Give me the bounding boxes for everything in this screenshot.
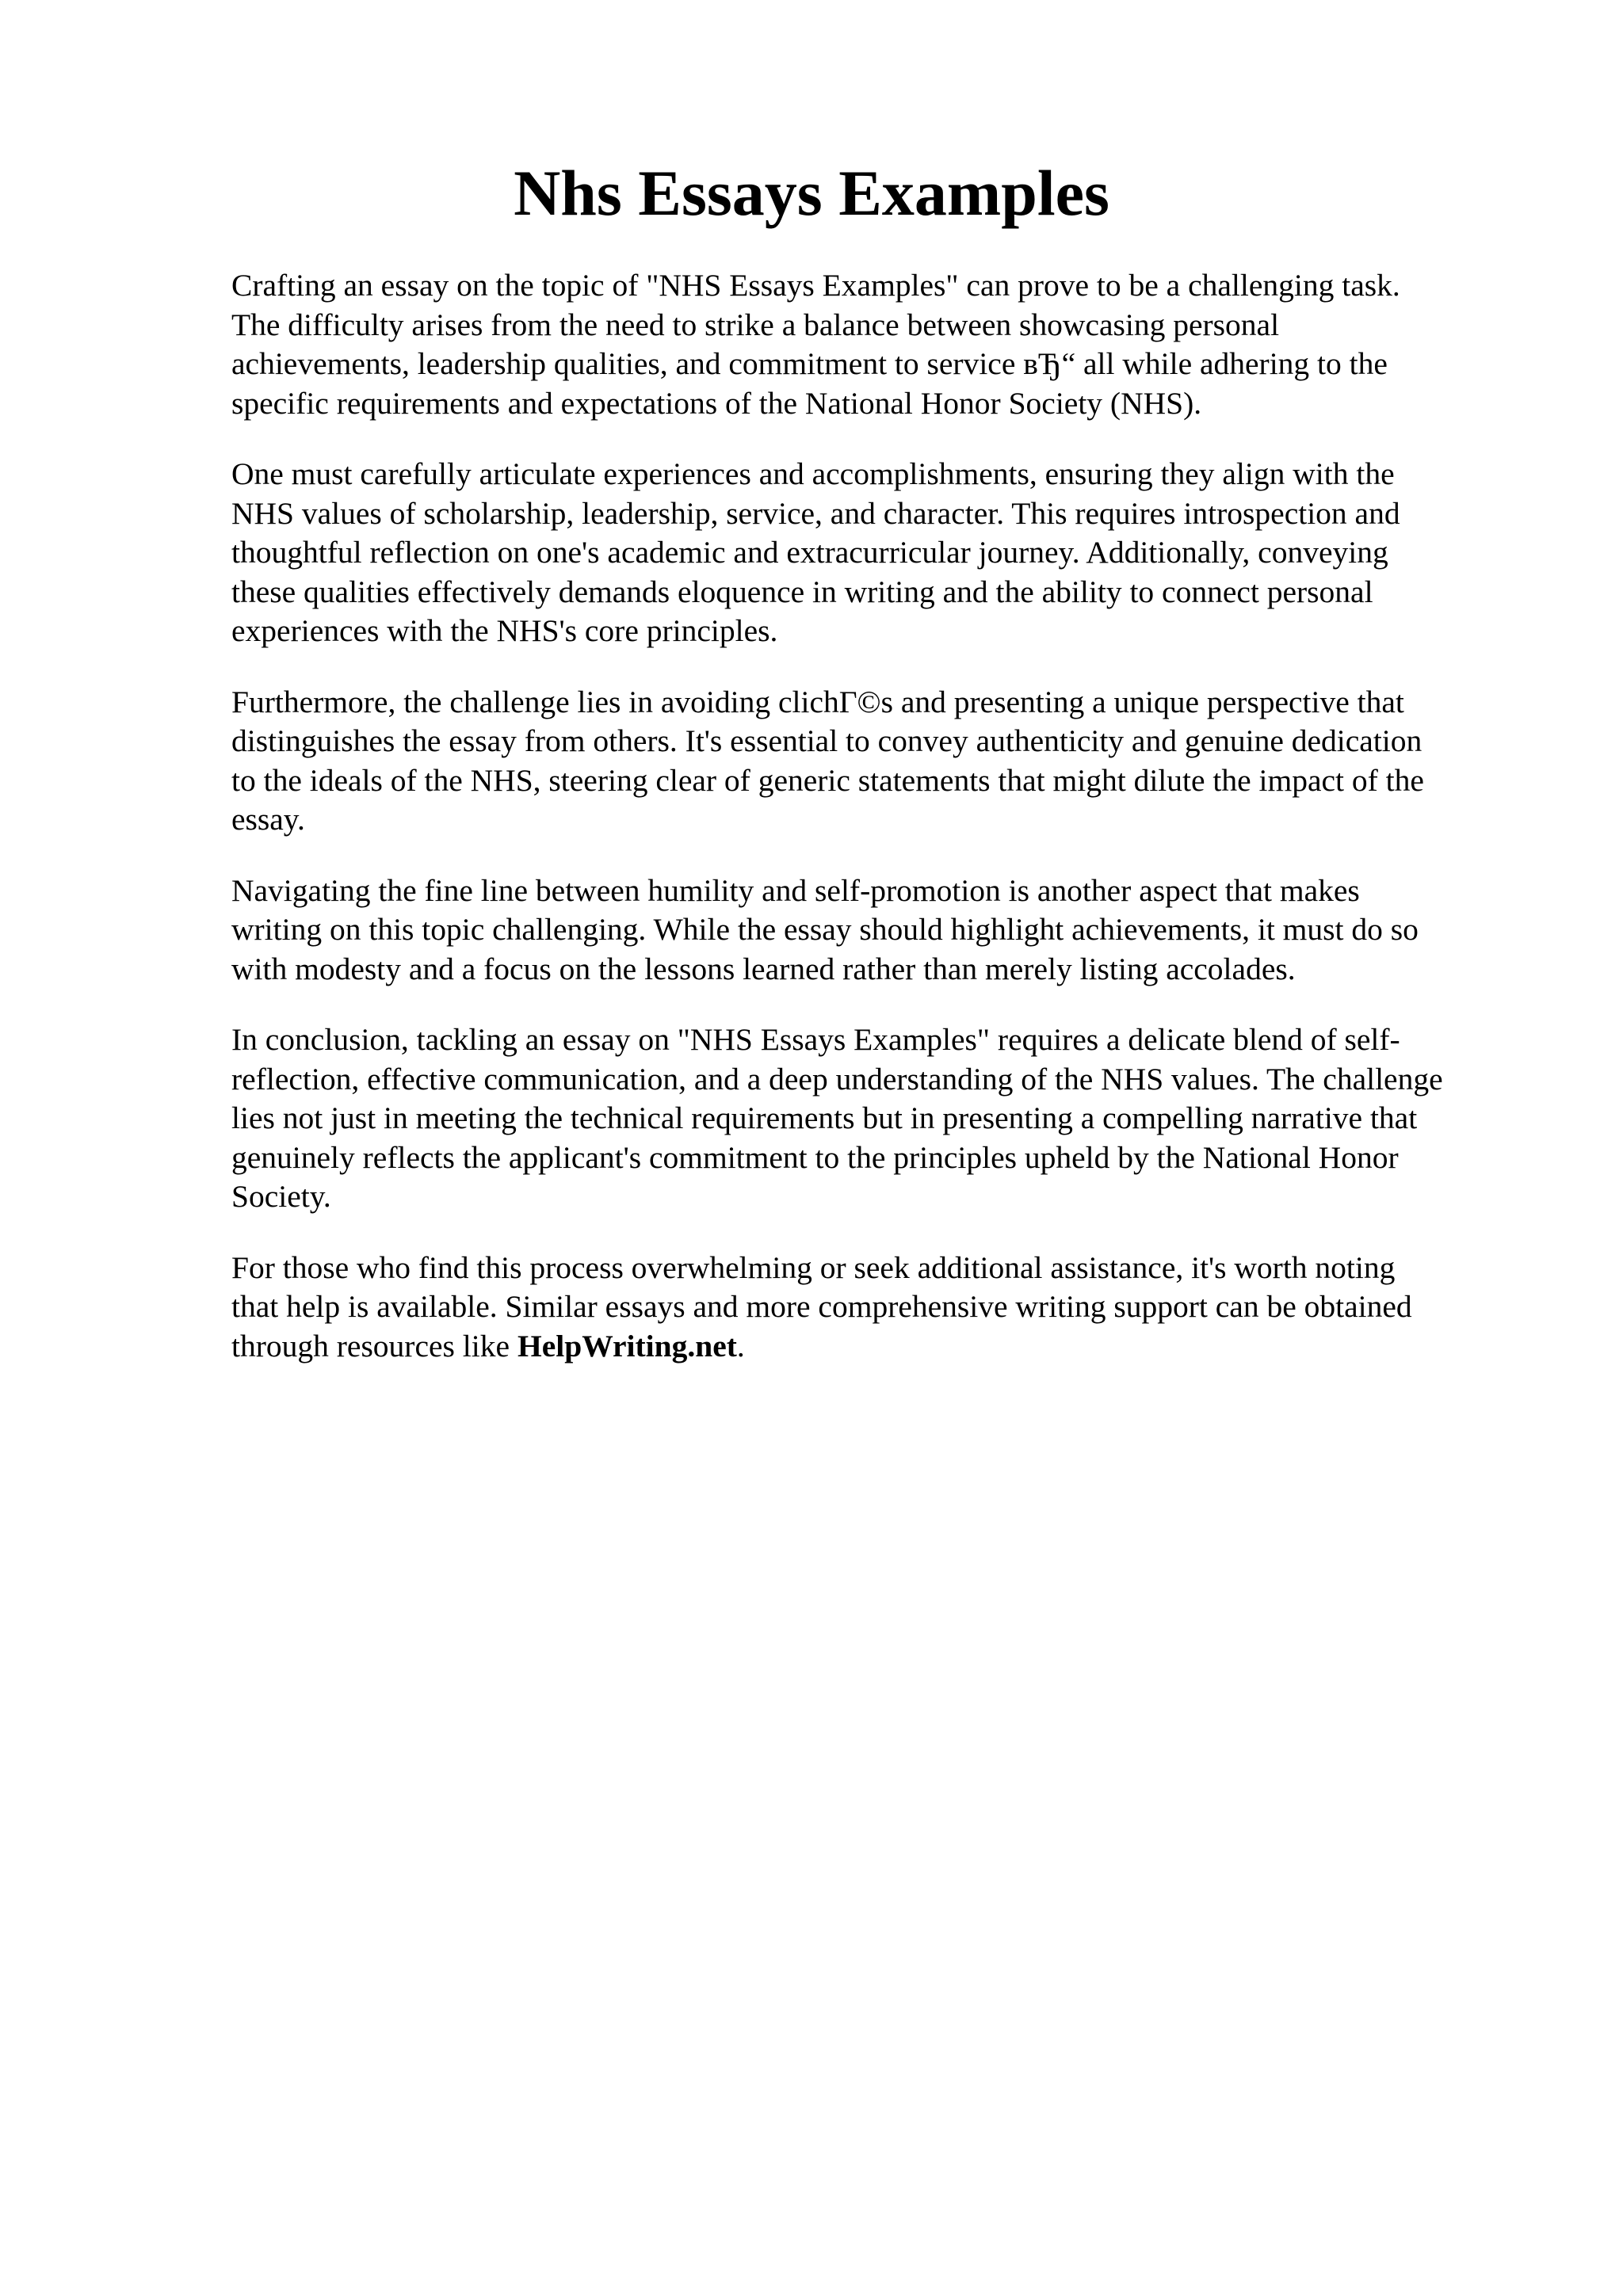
text-line: thoughtful reflection on one's academic and extracurricular journey. Additionally, conveying xyxy=(231,535,1388,570)
text-line: Society. xyxy=(231,1179,331,1214)
document-title: Nhs Essays Examples xyxy=(514,157,1109,229)
text-line: essay. xyxy=(231,802,305,837)
paragraph-6 xyxy=(231,1249,1531,1367)
text-line: writing on this topic challenging. While the essay should highlight achievements, it must do so xyxy=(231,912,1419,947)
text-line: to the ideals of the NHS, steering clear of generic statements that might dilute the impact of the xyxy=(231,762,1424,798)
text-line: these qualities effectively demands eloquence in writing and the ability to connect personal xyxy=(231,574,1373,609)
paragraph-1 xyxy=(231,266,1531,423)
text-line: Navigating the fine line between humility and self-promotion is another aspect that makes xyxy=(231,872,1360,908)
text-line: distinguishes the essay from others. It's essential to convey authenticity and genuine dedication xyxy=(231,723,1423,758)
text-line: specific requirements and expectations of the National Honor Society (NHS). xyxy=(231,385,1202,421)
text-line: with modesty and a focus on the lessons learned rather than merely listing accolades. xyxy=(231,951,1296,986)
text-line: experiences with the NHS's core principles. xyxy=(231,613,778,648)
text-line: achievements, leadership qualities, and commitment to service вЂ“ all while adhering to the xyxy=(231,346,1388,381)
text-line: One must carefully articulate experiences and accomplishments, ensuring they align with the xyxy=(231,456,1395,491)
paragraph-2 xyxy=(231,455,1531,651)
helpwriting-link[interactable]: HelpWriting.net xyxy=(517,1328,737,1363)
document-body xyxy=(231,266,1531,1398)
resource-prefix: through resources like xyxy=(231,1328,510,1363)
text-line: that help is available. Similar essays and more comprehensive writing support can be obtained xyxy=(231,1289,1412,1324)
resource-suffix: . xyxy=(736,1328,745,1363)
text-line: Furthermore, the challenge lies in avoiding clichГ©s and presenting a unique perspective that xyxy=(231,684,1404,719)
text-line: lies not just in meeting the technical requirements but in presenting a compelling narrative that xyxy=(231,1100,1418,1135)
last-text-line xyxy=(231,1327,1531,1367)
paragraph-4 xyxy=(231,871,1531,990)
paragraph-3 xyxy=(231,683,1531,840)
text-line: Crafting an essay on the topic of "NHS Essays Examples" can prove to be a challenging task. xyxy=(231,268,1400,303)
text-line: In conclusion, tackling an essay on "NHS Essays Examples" requires a delicate blend of self- xyxy=(231,1022,1400,1057)
text-line: reflection, effective communication, and a deep understanding of the NHS values. The challenge xyxy=(231,1061,1443,1097)
paragraph-5 xyxy=(231,1020,1531,1217)
text-line: For those who find this process overwhelming or seek additional assistance, it's worth noting xyxy=(231,1249,1396,1285)
text-line: NHS values of scholarship, leadership, service, and character. This requires introspection and xyxy=(231,495,1400,531)
text-line: The difficulty arises from the need to strike a balance between showcasing personal xyxy=(231,307,1280,342)
text-line: genuinely reflects the applicant's commitment to the principles upheld by the National Honor xyxy=(231,1139,1399,1175)
